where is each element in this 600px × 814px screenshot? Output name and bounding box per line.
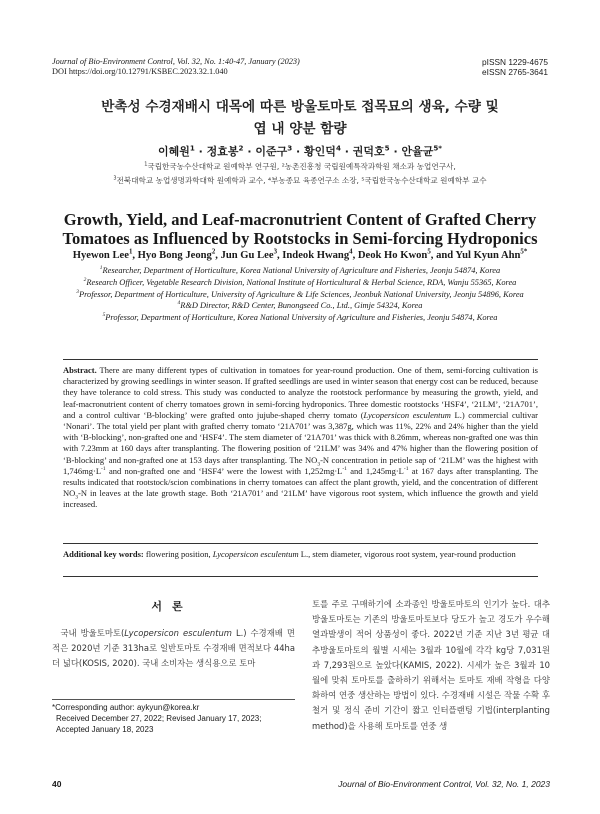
korean-affiliation-line2: $^3$전북대학교 농업생명과학대학 원예학과 교수, ⁴부농종묘 육종연구소 소장, ⁵국립한국농수산대학교 원예학부 교수: [113, 175, 487, 185]
keywords-bottom-rule: [63, 576, 538, 577]
abstract: [63, 365, 538, 511]
english-affiliations: [62, 266, 538, 325]
english-author: Yul Kyun Ahn$^{5*}$: [455, 248, 528, 261]
page-footer: [52, 779, 550, 789]
body-text-right-column: 토를 주로 구매하기에 소과종인 방울토마토의 인기가 높다. 대추방울토마토는 기존의 방울토마토보다 당도가 높고 경도가 우수해 열과발생이 적어 상품성이 좋다. 2022년 기준 지난 3년 평균 대추방울토마토의 월별 시세는 3월과 10월에 각각 kg당 7,031원과 7,293원으로 높았다(KAMIS, 2022). 시세가 높은 3월과 10월에 맞춰 토마토를 출하하기 위해서는 토마토 재배 작형을 다양화하여 연중 생산하는 방법이 있다. 수경재배 시설은 작물 수확 후 철거 및 정식 준비 기간이 짧고 인터플랜팅 기법(interplanting method)을 사용해 토마토를 연중 생: [312, 599, 550, 731]
footnote: [52, 702, 295, 735]
korean-title: [40, 96, 560, 140]
korean-author: 이준구$^3$: [255, 143, 293, 158]
affiliation: $^1$Researcher, Department of Horticulture, Korea National University of Agriculture and Fisheries, Jeonju 54874, Korea: [99, 265, 501, 275]
english-author: Hyo Bong Jeong$^2$: [137, 248, 216, 261]
footer-journal: Journal of Bio-Environment Control, Vol. 32, No. 1, 2023: [338, 779, 550, 789]
abstract-label: Abstract.: [63, 365, 97, 375]
accepted-date: Accepted January 18, 2023: [56, 725, 154, 734]
korean-author: 안율균$^{5*}$: [401, 143, 443, 158]
body-text-left-column: 국내 방울토마토(Lycopersicon esculentum L.) 수경재배 면적은 2020년 기준 313ha로 일반토마토 수경재배 면적보다 44ha 더 넓다(KOSIS, 2020). 국내 소비자는 생식용으로 토마: [52, 628, 295, 669]
korean-affiliations: [60, 160, 540, 188]
affiliation: $^3$Professor, Department of Horticulture, University of Agriculture & Life Sciences, Jeonbuk National University, Jeonju 54896, Korea: [76, 288, 524, 299]
korean-authors: 이혜원$^1$ · 정효봉$^2$ · 이준구$^3$ · 황인덕$^4$ · 권덕호$^5$ · 안율균$^{5*}$: [157, 143, 443, 158]
corresponding-author: *Corresponding author: aykyun@korea.kr: [52, 703, 200, 712]
affiliation: $^2$Research Officer, Vegetable Research Division, National Institute of Horticultural & Herbal Science, RDA, Wanju 55365, Korea: [83, 277, 517, 287]
journal-citation: Journal of Bio-Environment Control, Vol. 32, No. 1:40-47, January (2023): [52, 57, 300, 66]
issn-block: [482, 57, 548, 77]
doi-line[interactable]: DOI https://doi.org/10.12791/KSBEC.2023.32.1.040: [52, 67, 228, 76]
footnote-rule: [52, 699, 295, 700]
eissn: eISSN 2765-3641: [482, 67, 548, 77]
korean-title-line2: 엽 내 양분 함량: [253, 121, 347, 137]
korean-affiliation-line1: $^1$국립한국농수산대학교 원예학부 연구원, ²농촌진흥청 국립원예특작과학원 채소과 농업연구사,: [144, 161, 456, 171]
page-number: 40: [52, 779, 62, 789]
korean-author: 정효봉$^2$: [206, 143, 244, 158]
english-title-line1: Growth, Yield, and Leaf-macronutrient Content of Grafted Cherry: [63, 210, 537, 229]
received-dates: Received December 27, 2022; Revised January 17, 2023;: [56, 714, 262, 723]
english-author: Hyewon Lee$^1$: [72, 248, 133, 261]
english-authors: Hyewon Lee$^1$, Hyo Bong Jeong$^2$, Jun Gu Lee$^3$, Indeok Hwang$^4$, Deok Ho Kwon$^5$, and Yul Kyun Ahn$^{5*}$: [72, 248, 528, 261]
affiliation: $^5$Professor, Department of Horticulture, Korea National University of Agriculture and Fisheries, Jeonju 54874, Korea: [102, 312, 498, 323]
keywords: Additional key words: flowering position, Lycopersicon esculentum L., stem diameter, vigorous root system, year-round production: [63, 549, 516, 559]
english-title-line2: Tomatoes as Influenced by Rootstocks in Semi-forcing Hydroponics: [62, 229, 538, 248]
korean-author: 이혜원$^1$: [157, 143, 195, 158]
korean-author: 권덕호$^5$: [352, 143, 390, 158]
english-author: Deok Ho Kwon$^5$: [357, 248, 431, 261]
abstract-text: Abstract. There are many different types of cultivation in tomatoes for year-round production. One of them, semi-forcing cultivation is characterized by growing seedlings in winter season. If grafted seedlings are used in winter season that energy cost can be reduced, because they have tolerance to cold stress. This study was conducted to analyze the rootstock performance by measuring the growth, yield, and leaf-macronutrient content of cherry tomatoes grown in semi-forcing hydroponics. Three domestic rootstocks ‘HSF4’, ‘21LM’, ‘21A701’, and a control cultivar ‘B-blocking’ were grafted onto jujube-shaped cherry tomato (Lycopersicon esculentum L.) commercial cultivar ‘Nonari’. The total yield per plant with grafted cherry tomato ‘21A701’ was 3,387g, which was 11%, 22% and 24% higher than the yield with ‘B-blocking’, non-grafted one and ‘HSF4’. The stem diameter of ‘21A701’ was thick with 8.26mm, whereas non-grafted one was thin with 7.23mm at 160 days after transplanting. The flowering position of ‘21LM’ was 34% and 47% higher than the flowering position of ‘B-blocking’ and non-grafted one at 153 days after transplanting. The $NO_3-N$ concentration in petiole sap of ‘21LM’ was the highest with $1,746mg\cdot L^{-1}$ and non-grafted one and ‘HSF4’ were the lowest with $1,252mg\cdot L^{-1}$ and $1,245mg\cdot L^{-1}$ at 167 days after transplanting. The results indicated that rootstock/scion combinations in cherry tomatoes can affect the plant growth, yield, and the concentration of different $NO_3-N$ in leaves at the late growth stage. Both ‘21A701’ and ‘21LM’ have vigorous root system, which influence the growth and yield increased.: [63, 365, 538, 510]
english-author: Jun Gu Lee$^3$: [220, 248, 277, 261]
korean-author: 황인덕$^4$: [304, 143, 341, 158]
korean-title-line1: 반촉성 수경재배시 대목에 따른 방울토마토 접목묘의 생육, 수량 및: [101, 99, 499, 115]
section-title-introduction: 서론: [151, 600, 193, 613]
affiliation: $^4$R&D Director, R&D Center, Bunongseed Co., Ltd., Gimje 54324, Korea: [177, 300, 423, 311]
english-title: [40, 210, 560, 248]
english-author: Indeok Hwang$^4$: [282, 248, 353, 261]
abstract-top-rule: [63, 359, 538, 360]
pissn: pISSN 1229-4675: [482, 57, 548, 67]
keywords-label: Additional key words:: [63, 549, 144, 559]
abstract-bottom-rule: [63, 543, 538, 544]
journal-header: [52, 57, 300, 77]
